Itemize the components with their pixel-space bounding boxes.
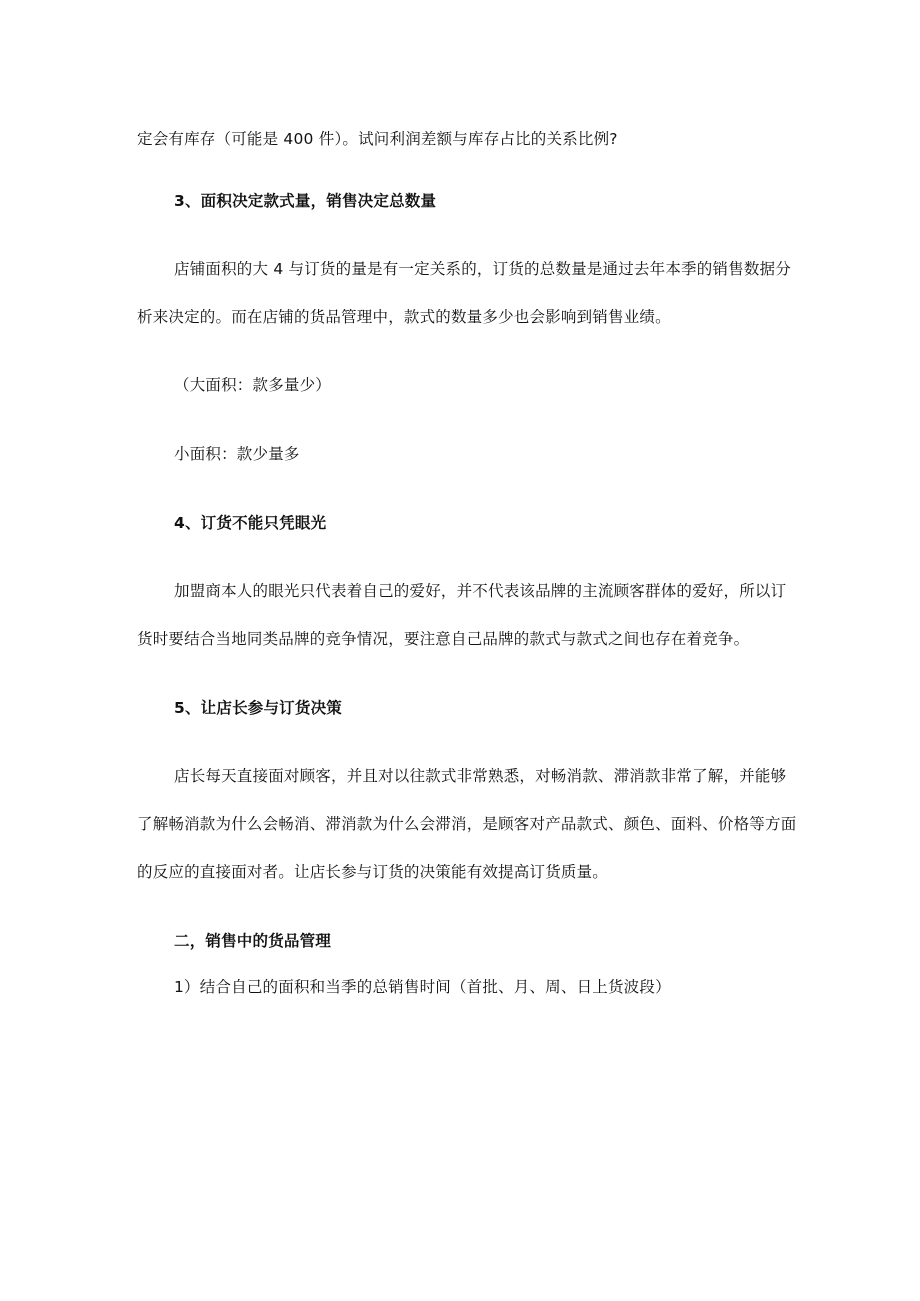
paragraph-line: 析来决定的。而在店铺的货品管理中，款式的数量多少也会影响到销售业绩。 <box>137 308 671 326</box>
paragraph-line: 定会有库存（可能是 400 件）。试问利润差额与库存占比的关系比例? <box>137 130 618 148</box>
section-heading: 4、订货不能只凭眼光 <box>174 514 327 532</box>
section-heading: 3、面积决定款式量，销售决定总数量 <box>174 192 437 210</box>
paragraph-line: 加盟商本人的眼光只代表着自己的爱好，并不代表该品牌的主流顾客群体的爱好，所以订 <box>174 582 787 600</box>
paragraph-line: 的反应的直接面对者。让店长参与订货的决策能有效提高订货质量。 <box>137 863 609 881</box>
paragraph-line: 小面积：款少量多 <box>174 445 300 463</box>
paragraph-line: 店铺面积的大 4 与订货的量是有一定关系的，订货的总数量是通过去年本季的销售数据分 <box>174 260 791 278</box>
paragraph-line: 货时要结合当地同类品牌的竞争情况，要注意自己品牌的款式与款式之间也存在着竞争。 <box>137 630 750 648</box>
section-heading: 5、让店长参与订货决策 <box>174 699 342 717</box>
paragraph-line: 了解畅消款为什么会畅消、滞消款为什么会滞消，是顾客对产品款式、颜色、面料、价格等方面 <box>137 815 797 833</box>
paragraph-line: 1）结合自己的面积和当季的总销售时间（首批、月、周、日上货波段） <box>174 978 671 996</box>
section-heading: 二，销售中的货品管理 <box>174 932 332 950</box>
paragraph-line: 店长每天直接面对顾客，并且对以往款式非常熟悉，对畅消款、滞消款非常了解，并能够 <box>174 767 787 785</box>
paragraph-line: （大面积：款多量少） <box>174 376 332 394</box>
